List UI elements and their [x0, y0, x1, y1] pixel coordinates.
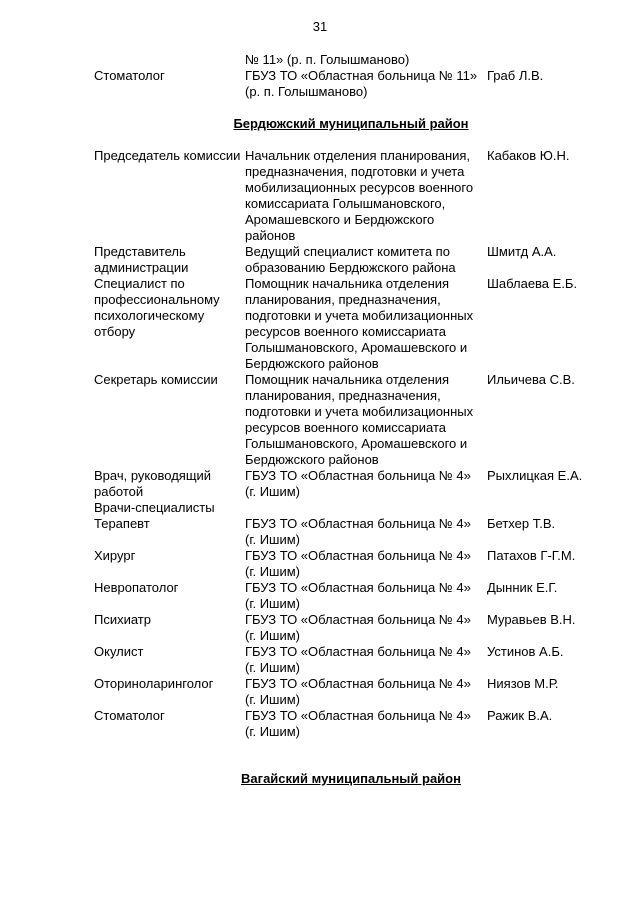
member-row: [94, 244, 614, 276]
person-cell: Дынник Е.Г.: [487, 580, 558, 595]
org-cell: Помощник начальника отделения планирования, предназначения, подготовки и учета мобилизационных ресурсов военного комиссариата Голышмановского, Аромашевского и Бердюжского районов: [245, 276, 474, 371]
role-cell: Специалист по профессиональному психологическому отбору: [94, 276, 220, 339]
org-cell: ГБУЗ ТО «Областная больница № 4» (г. Ишим): [245, 644, 471, 675]
specialists-label: Врачи-специалисты: [94, 500, 215, 515]
document-body: [94, 52, 614, 787]
role-cell: Врач, руководящий работой: [94, 468, 212, 499]
role-cell: Представитель администрации: [94, 244, 189, 275]
role-cell: Хирург: [94, 548, 136, 563]
person-cell: Рыхлицкая Е.А.: [487, 468, 583, 483]
section-title-vagaisky: Вагайский муниципальный район: [241, 771, 461, 786]
specialist-row: [94, 676, 614, 708]
person-cell: Шмитд А.А.: [487, 244, 557, 259]
role-cell: Стоматолог: [94, 68, 165, 83]
role-cell: Психиатр: [94, 612, 151, 627]
person-cell: Бетхер Т.В.: [487, 516, 556, 531]
member-row: [94, 372, 614, 468]
specialist-row: [94, 580, 614, 612]
page-number: 31: [312, 19, 328, 34]
org-cell: ГБУЗ ТО «Областная больница № 4» (г. Ишим): [245, 708, 471, 739]
role-cell: Оториноларинголог: [94, 676, 214, 691]
specialist-row: [94, 644, 614, 676]
role-cell: Секретарь комиссии: [94, 372, 218, 387]
org-cell: Помощник начальника отделения планирования, предназначения, подготовки и учета мобилизационных ресурсов военного комиссариата Голышмановского, Аромашевского и Бердюжского районов: [245, 372, 474, 467]
specialist-row: [94, 548, 614, 580]
org-cell: ГБУЗ ТО «Областная больница № 4» (г. Ишим): [245, 468, 471, 499]
org-cell: ГБУЗ ТО «Областная больница № 4» (г. Ишим): [245, 516, 471, 547]
role-cell: Невропатолог: [94, 580, 179, 595]
carryover-tail-row: [94, 52, 614, 68]
section-title-berdyuzhsky: Бердюжский муниципальный район: [233, 116, 469, 131]
role-cell: Председатель комиссии: [94, 148, 241, 163]
person-cell: Граб Л.В.: [487, 68, 544, 83]
org-cell: ГБУЗ ТО «Областная больница № 4» (г. Ишим): [245, 580, 471, 611]
person-cell: Патахов Г-Г.М.: [487, 548, 576, 563]
org-cell: Начальник отделения планирования, предназначения, подготовки и учета мобилизационных ресурсов военного комиссариата Голышмановского, Аромашевского и Бердюжского районов: [245, 148, 474, 243]
member-row: [94, 468, 614, 500]
org-cell: № 11» (р. п. Голышманово): [245, 52, 410, 67]
person-cell: Ниязов М.Р.: [487, 676, 559, 691]
person-cell: Ильичева С.В.: [487, 372, 575, 387]
org-cell: ГБУЗ ТО «Областная больница № 4» (г. Ишим): [245, 612, 471, 643]
specialist-row: [94, 612, 614, 644]
person-cell: Устинов А.Б.: [487, 644, 564, 659]
org-cell: ГБУЗ ТО «Областная больница № 4» (г. Ишим): [245, 676, 471, 707]
specialists-label-row: [94, 500, 614, 516]
person-cell: Кабаков Ю.Н.: [487, 148, 570, 163]
org-cell: ГБУЗ ТО «Областная больница № 4» (г. Ишим): [245, 548, 471, 579]
person-cell: Муравьев В.Н.: [487, 612, 576, 627]
member-row: [94, 148, 614, 244]
role-cell: Окулист: [94, 644, 144, 659]
member-row: [94, 68, 614, 100]
person-cell: Ражик В.А.: [487, 708, 553, 723]
member-row: [94, 276, 614, 372]
berdyuzhsky-members: [94, 148, 614, 740]
org-cell: Ведущий специалист комитета по образованию Бердюжского района: [245, 244, 456, 275]
specialist-row: [94, 516, 614, 548]
role-cell: Терапевт: [94, 516, 150, 531]
specialist-row: [94, 708, 614, 740]
role-cell: Стоматолог: [94, 708, 165, 723]
person-cell: Шаблаева Е.Б.: [487, 276, 578, 291]
org-cell: ГБУЗ ТО «Областная больница № 11» (р. п. Голышманово): [245, 68, 478, 99]
